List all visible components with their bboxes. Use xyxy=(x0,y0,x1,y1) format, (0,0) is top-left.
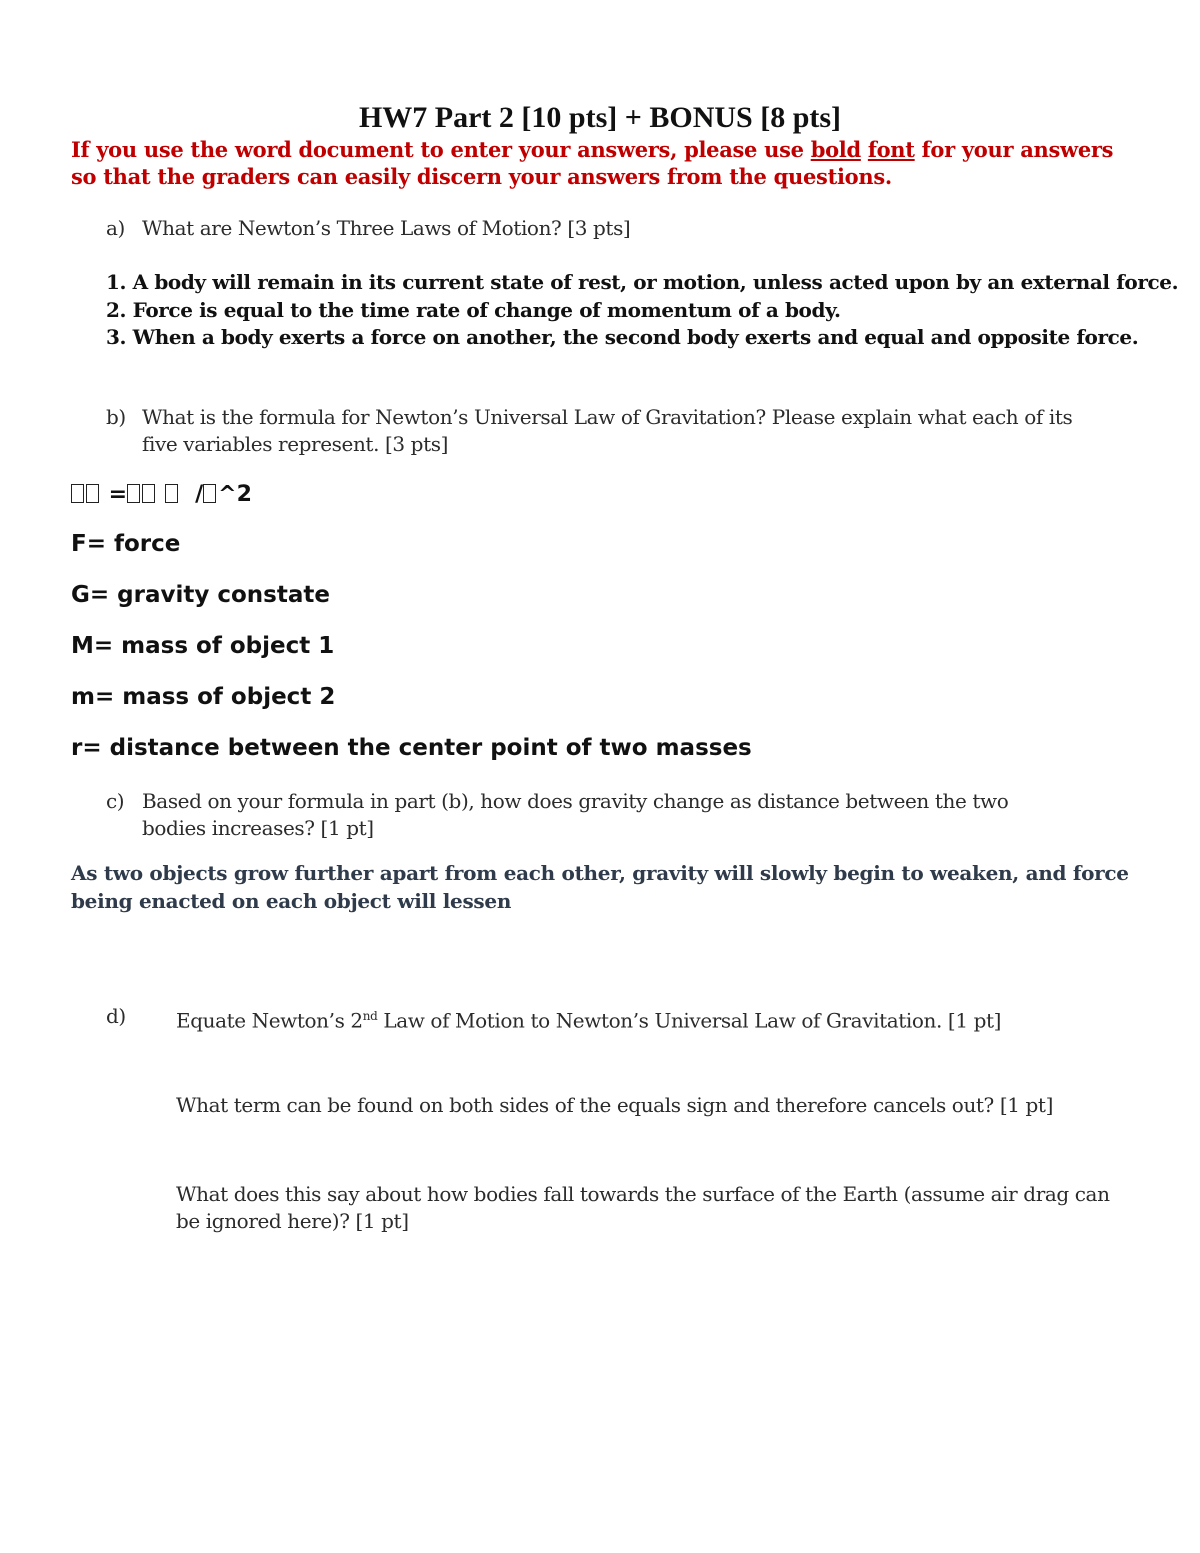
instructions-text: If you use the word document to enter your answers, please use xyxy=(71,137,811,162)
question-d-text: Equate Newton’s 2nd Law of Motion to Newton’s Universal Law of Gravitation. [1 pt] xyxy=(176,1008,1002,1033)
missing-glyph-icon xyxy=(86,484,99,503)
variable-g: G= gravity constate xyxy=(71,582,330,608)
question-a-label: a) xyxy=(106,216,125,240)
question-d-label: d) xyxy=(106,1004,126,1028)
law-1: 1. A body will remain in its current state of rest, or motion, unless acted upon by an external force. xyxy=(106,270,1179,294)
question-b-text: What is the formula for Newton’s Universal Law of Gravitation? Please explain what each of its five variables represent. [3 pts] xyxy=(142,405,1073,456)
missing-glyph-icon xyxy=(165,484,178,503)
instructions xyxy=(71,136,1131,190)
instructions-text-end: for your answers so that the graders can easily discern your answers from the questions. xyxy=(71,137,1114,189)
page-title: HW7 Part 2 [10 pts] + BONUS [8 pts] xyxy=(358,101,842,134)
law-3: 3. When a body exerts a force on another, the second body exerts and equal and opposite force. xyxy=(106,325,1139,349)
answer-a xyxy=(106,269,1179,352)
question-a-text: What are Newton’s Three Laws of Motion? [3 pts] xyxy=(142,216,631,240)
question-c-label: c) xyxy=(106,789,125,813)
variable-r: r= distance between the center point of two masses xyxy=(71,735,752,761)
instructions-bold-word: bold xyxy=(810,137,861,162)
question-c-text: Based on your formula in part (b), how does gravity change as distance between the two bodies increases? [1 pt] xyxy=(142,789,1009,840)
answer-c: As two objects grow further apart from each other, gravity will slowly begin to weaken, and force being enacted on each object will lessen xyxy=(71,861,1129,913)
question-d-followup-2: What does this say about how bodies fall towards the surface of the Earth (assume air drag can be ignored here)? [1 pt] xyxy=(176,1182,1110,1233)
law-2: 2. Force is equal to the time rate of change of momentum of a body. xyxy=(106,297,841,322)
question-b xyxy=(106,404,1166,464)
gravitation-formula: = / ^2 xyxy=(71,482,252,507)
instructions-font-word: font xyxy=(867,137,915,162)
missing-glyph-icon xyxy=(142,484,155,503)
question-a xyxy=(106,215,1166,245)
missing-glyph-icon xyxy=(71,484,84,503)
question-c xyxy=(106,788,1166,848)
question-d-followup-1: What term can be found on both sides of the equals sign and therefore cancels out? [1 pt] xyxy=(176,1093,1053,1117)
variable-f: F= force xyxy=(71,531,181,557)
missing-glyph-icon xyxy=(203,484,216,503)
missing-glyph-icon xyxy=(127,484,140,503)
question-b-label: b) xyxy=(106,405,126,429)
variable-big-m: M= mass of object 1 xyxy=(71,633,335,659)
variable-small-m: m= mass of object 2 xyxy=(71,684,336,710)
